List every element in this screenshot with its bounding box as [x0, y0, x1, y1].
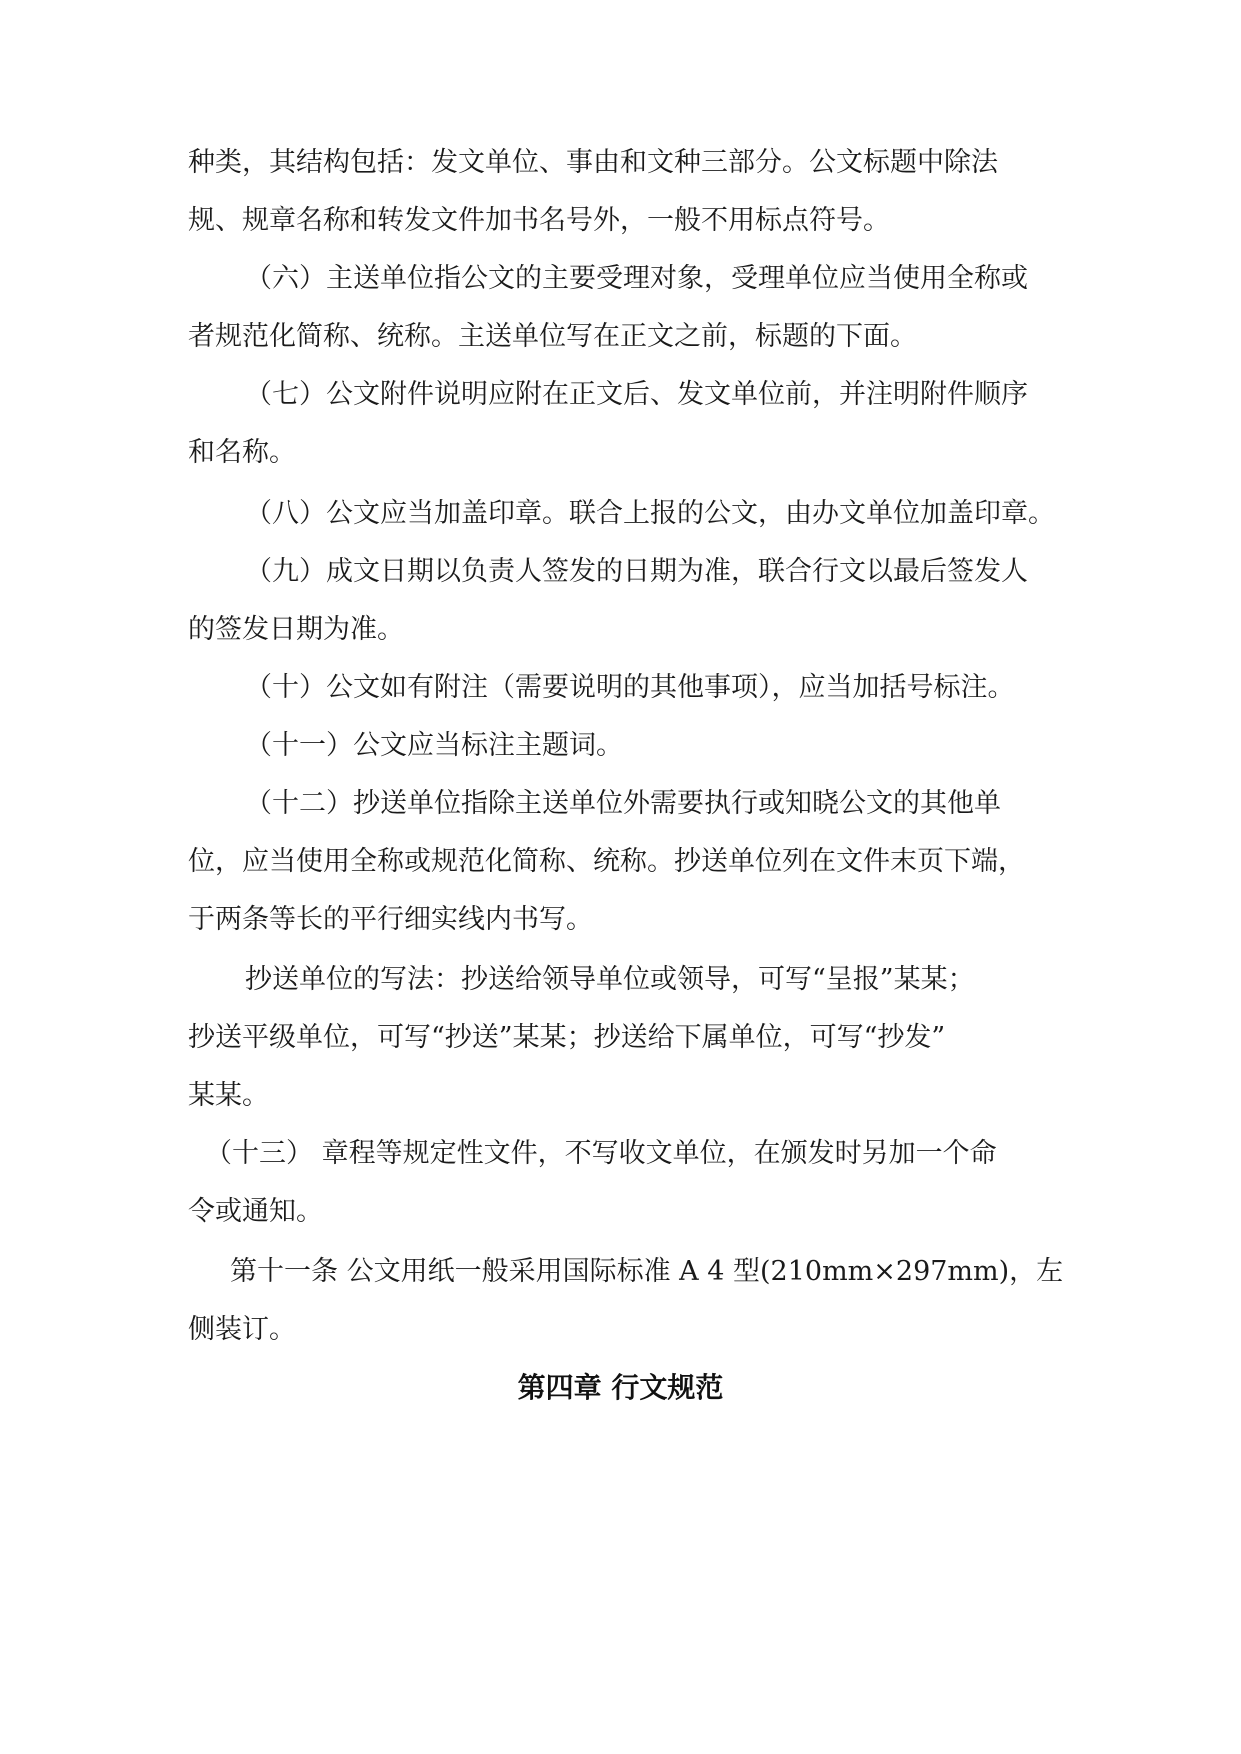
paragraph-line: （八）公文应当加盖印章。联合上报的公文，由办文单位加盖印章。 — [245, 498, 1055, 529]
chapter-heading: 第四章 行文规范 — [517, 1371, 724, 1404]
paragraph-line: 抄送平级单位，可写“抄送”某某；抄送给下属单位，可写“抄发” — [188, 1022, 946, 1053]
paragraph-line: 令或通知。 — [188, 1196, 323, 1227]
paragraph-line: （七）公文附件说明应附在正文后、发文单位前，并注明附件顺序 — [245, 379, 1028, 410]
paragraph-line: 的签发日期为准。 — [188, 614, 404, 645]
paragraph-line: 某某。 — [188, 1080, 269, 1111]
paragraph-line: （十三） 章程等规定性文件，不写收文单位，在颁发时另加一个命 — [205, 1138, 997, 1169]
paragraph-line: 于两条等长的平行细实线内书写。 — [188, 904, 593, 935]
paragraph-line: 侧装订。 — [188, 1314, 296, 1345]
paragraph-line: 位，应当使用全称或规范化简称、统称。抄送单位列在文件末页下端， — [188, 846, 1025, 877]
paragraph-line: （六）主送单位指公文的主要受理对象，受理单位应当使用全称或 — [245, 263, 1028, 294]
paragraph-line: 规、规章名称和转发文件加书名号外，一般不用标点符号。 — [188, 205, 890, 236]
paragraph-line: 和名称。 — [188, 437, 296, 468]
paragraph-line: 抄送单位的写法：抄送给领导单位或领导，可写“呈报”某某； — [245, 964, 975, 995]
paragraph-line: （十一）公文应当标注主题词。 — [245, 730, 623, 761]
paragraph-line: 种类，其结构包括：发文单位、事由和文种三部分。公文标题中除法 — [188, 147, 998, 178]
paragraph-line: （十）公文如有附注（需要说明的其他事项），应当加括号标注。 — [245, 672, 1015, 703]
paragraph-line: 者规范化简称、统称。主送单位写在正文之前，标题的下面。 — [188, 321, 917, 352]
paragraph-line: （十二）抄送单位指除主送单位外需要执行或知晓公文的其他单 — [245, 788, 1001, 819]
paragraph-line: 第十一条 公文用纸一般采用国际标准 A 4 型(210mm×297mm)，左 — [230, 1256, 1064, 1287]
paragraph-line: （九）成文日期以负责人签发的日期为准，联合行文以最后签发人 — [245, 556, 1028, 587]
